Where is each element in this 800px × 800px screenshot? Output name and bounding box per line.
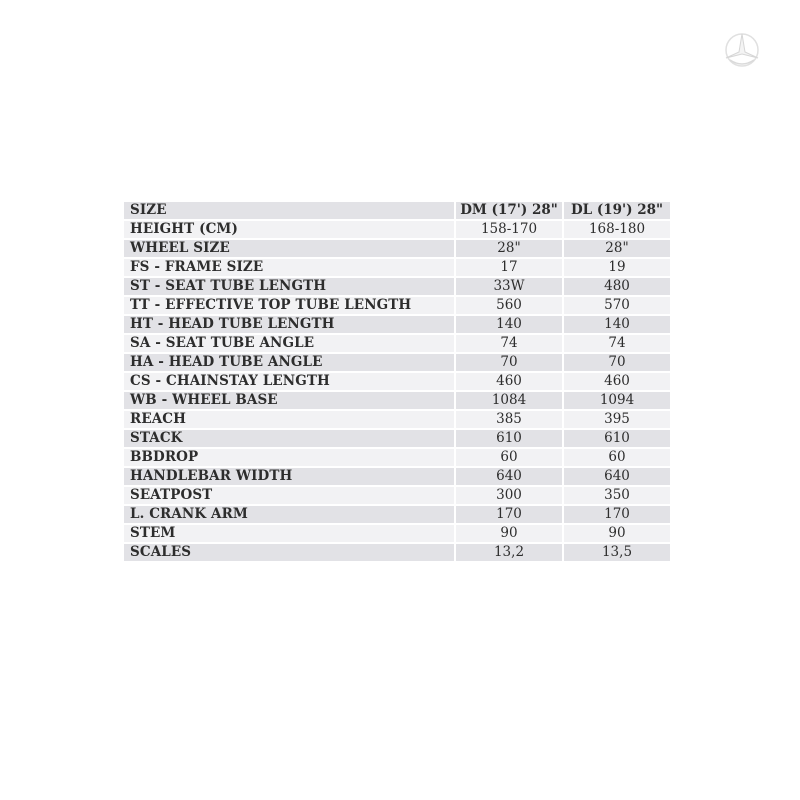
row-value-dm: 610 <box>456 430 562 447</box>
geometry-spec-table <box>122 200 672 563</box>
row-value-dl: 168-180 <box>564 221 670 238</box>
header-label: SIZE <box>124 202 454 219</box>
row-label: SA - SEAT TUBE ANGLE <box>124 335 454 352</box>
row-value-dm: 640 <box>456 468 562 485</box>
table-row <box>124 430 670 447</box>
table-row <box>124 411 670 428</box>
row-value-dl: 480 <box>564 278 670 295</box>
table-row <box>124 468 670 485</box>
row-value-dl: 70 <box>564 354 670 371</box>
row-label: REACH <box>124 411 454 428</box>
row-value-dl: 140 <box>564 316 670 333</box>
row-value-dm: 60 <box>456 449 562 466</box>
table-row <box>124 544 670 561</box>
row-value-dm: 17 <box>456 259 562 276</box>
row-value-dm: 300 <box>456 487 562 504</box>
table-row <box>124 316 670 333</box>
row-label: STACK <box>124 430 454 447</box>
row-value-dl: 1094 <box>564 392 670 409</box>
table-row <box>124 354 670 371</box>
row-label: STEM <box>124 525 454 542</box>
row-value-dl: 19 <box>564 259 670 276</box>
row-label: WHEEL SIZE <box>124 240 454 257</box>
row-value-dl: 460 <box>564 373 670 390</box>
header-size-dl: DL (19') 28" <box>564 202 670 219</box>
row-value-dl: 90 <box>564 525 670 542</box>
row-label: SEATPOST <box>124 487 454 504</box>
row-label: HANDLEBAR WIDTH <box>124 468 454 485</box>
row-value-dl: 640 <box>564 468 670 485</box>
row-value-dl: 74 <box>564 335 670 352</box>
table-row <box>124 278 670 295</box>
row-value-dm: 70 <box>456 354 562 371</box>
row-value-dm: 13,2 <box>456 544 562 561</box>
row-value-dm: 28" <box>456 240 562 257</box>
row-label: TT - EFFECTIVE TOP TUBE LENGTH <box>124 297 454 314</box>
table-row <box>124 506 670 523</box>
row-value-dm: 33W <box>456 278 562 295</box>
table-row <box>124 487 670 504</box>
row-value-dm: 158-170 <box>456 221 562 238</box>
row-value-dl: 13,5 <box>564 544 670 561</box>
row-value-dm: 90 <box>456 525 562 542</box>
row-value-dm: 385 <box>456 411 562 428</box>
row-label: CS - CHAINSTAY LENGTH <box>124 373 454 390</box>
row-value-dl: 60 <box>564 449 670 466</box>
row-value-dm: 1084 <box>456 392 562 409</box>
row-label: HT - HEAD TUBE LENGTH <box>124 316 454 333</box>
table-row <box>124 240 670 257</box>
row-label: L. CRANK ARM <box>124 506 454 523</box>
row-value-dm: 140 <box>456 316 562 333</box>
row-value-dl: 350 <box>564 487 670 504</box>
row-label: WB - WHEEL BASE <box>124 392 454 409</box>
row-label: SCALES <box>124 544 454 561</box>
table-row <box>124 221 670 238</box>
table-row <box>124 259 670 276</box>
table-header-row <box>124 202 670 219</box>
row-value-dm: 170 <box>456 506 562 523</box>
row-label: ST - SEAT TUBE LENGTH <box>124 278 454 295</box>
table-row <box>124 335 670 352</box>
row-value-dl: 570 <box>564 297 670 314</box>
spec-table-body <box>124 202 670 561</box>
table-row <box>124 297 670 314</box>
star-in-ring-icon <box>722 30 762 70</box>
row-value-dm: 460 <box>456 373 562 390</box>
row-value-dl: 170 <box>564 506 670 523</box>
table-row <box>124 525 670 542</box>
row-label: HEIGHT (CM) <box>124 221 454 238</box>
table-row <box>124 449 670 466</box>
row-value-dm: 74 <box>456 335 562 352</box>
row-value-dl: 395 <box>564 411 670 428</box>
row-label: HA - HEAD TUBE ANGLE <box>124 354 454 371</box>
table-row <box>124 373 670 390</box>
header-size-dm: DM (17') 28" <box>456 202 562 219</box>
row-value-dl: 610 <box>564 430 670 447</box>
row-value-dm: 560 <box>456 297 562 314</box>
row-label: BBDROP <box>124 449 454 466</box>
row-value-dl: 28" <box>564 240 670 257</box>
table-row <box>124 392 670 409</box>
row-label: FS - FRAME SIZE <box>124 259 454 276</box>
